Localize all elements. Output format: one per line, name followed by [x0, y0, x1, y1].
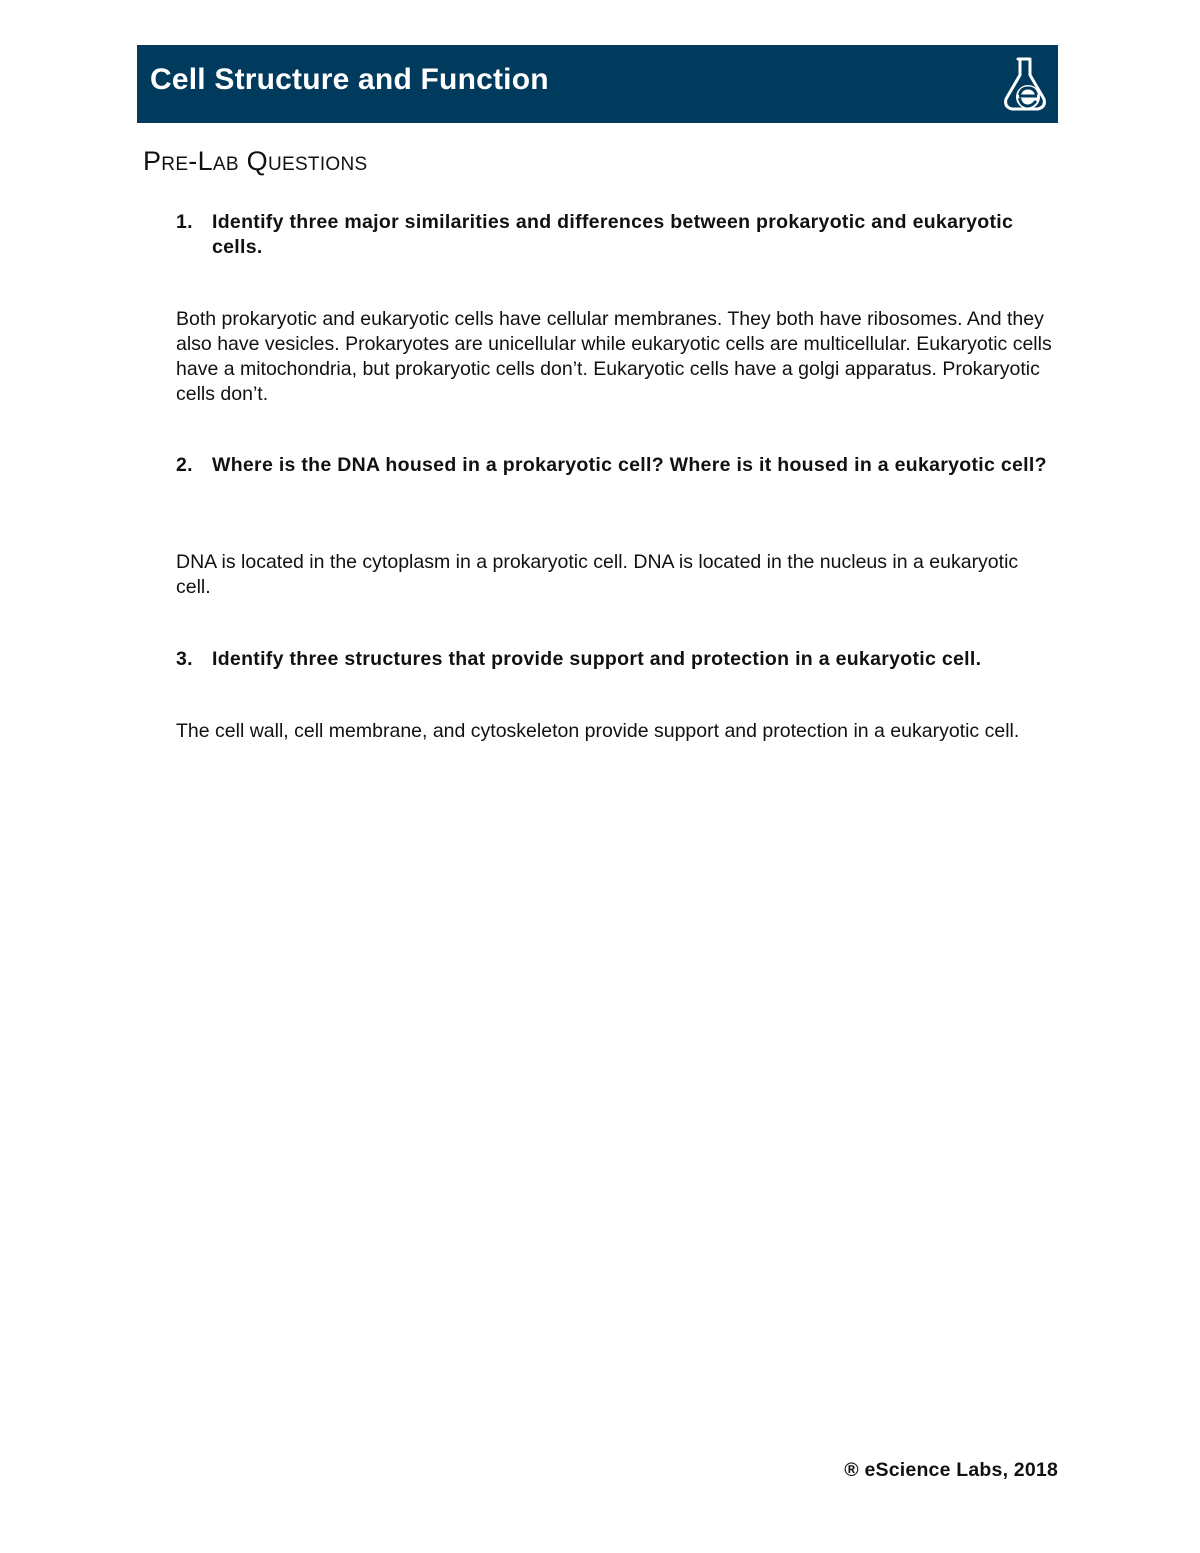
question-3: [176, 647, 1061, 672]
flask-e-logo-icon: [1002, 55, 1048, 113]
question-text: Where is the DNA housed in a prokaryotic cell? Where is it housed in a eukaryotic cell?: [212, 454, 1047, 476]
question-text: Identify three structures that provide support and protection in a eukaryotic cell.: [212, 648, 982, 670]
question-prompt: [176, 453, 1061, 478]
section-heading: Pre-Lab Questions: [143, 146, 368, 176]
question-1: [176, 210, 1061, 260]
answer-2: DNA is located in the cytoplasm in a prokaryotic cell. DNA is located in the nucleus in a eukaryotic cell.: [176, 551, 1019, 598]
question-number: 2.: [176, 454, 193, 476]
copyright-footer: ® eScience Labs, 2018: [844, 1459, 1058, 1481]
header-banner: [137, 45, 1058, 123]
answer-1: Both prokaryotic and eukaryotic cells have cellular membranes. They both have ribosomes. And they also have vesicles. Prokaryotes are unicellular while eukaryotic cells are multicellular. Eukaryotic cells have a mitochondria, but prokaryotic cells don’t. Eukaryotic cells have a golgi apparatus. Prokaryotic cells don’t.: [176, 308, 1052, 405]
question-number: 3.: [176, 648, 193, 670]
question-number: 1.: [176, 211, 193, 233]
question-2: [176, 453, 1061, 478]
answer-3: The cell wall, cell membrane, and cytoskeleton provide support and protection in a eukaryotic cell.: [176, 720, 1020, 742]
question-text: Identify three major similarities and differences between prokaryotic and eukaryotic cells.: [212, 211, 1014, 258]
document-title: Cell Structure and Function: [150, 63, 549, 96]
question-prompt: [176, 647, 1061, 672]
question-prompt: [176, 210, 1061, 260]
